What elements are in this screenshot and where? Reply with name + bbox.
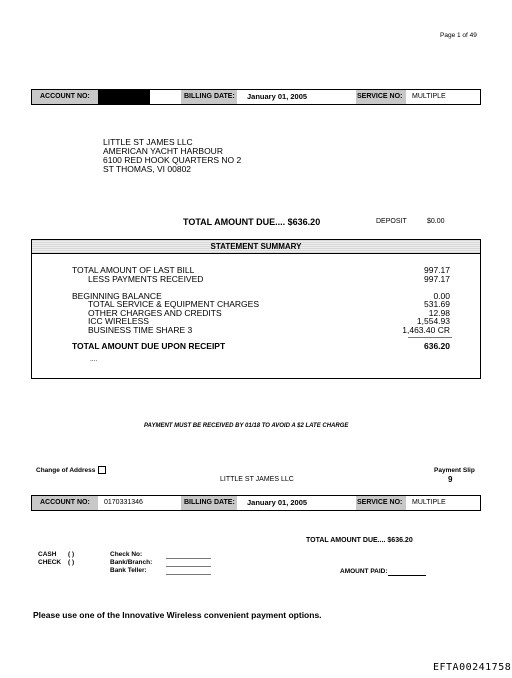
- payment-slip-label: Payment Slip: [434, 467, 475, 474]
- slip-service-value: MULTIPLE: [412, 496, 472, 510]
- service-charges-label: TOTAL SERVICE & EQUIPMENT CHARGES: [88, 299, 259, 309]
- summary-ellipsis: ....: [90, 356, 98, 363]
- statement-summary: [31, 239, 481, 379]
- account-redacted: [98, 90, 150, 104]
- subtotal-rule: [408, 337, 452, 338]
- slip-service-label: SERVICE NO:: [356, 496, 406, 510]
- deposit-value: $0.00: [427, 218, 445, 225]
- slip-customer-name: LITTLE ST JAMES LLC: [220, 476, 294, 483]
- slip-account-number: 0170331346: [104, 496, 174, 510]
- amount-paid-field[interactable]: [388, 575, 426, 576]
- bank-branch-field[interactable]: [166, 566, 211, 567]
- account-label: ACCOUNT NO:: [32, 90, 98, 104]
- top-account-bar: [31, 89, 481, 105]
- address-line: AMERICAN YACHT HARBOUR: [103, 146, 223, 156]
- payments-value: 997.17: [424, 274, 450, 284]
- address-line: 6100 RED HOOK QUARTERS NO 2: [103, 155, 242, 165]
- cash-option[interactable]: ( ): [68, 551, 75, 558]
- check-option[interactable]: ( ): [68, 559, 75, 566]
- document-id: EFTA00241758: [433, 662, 512, 673]
- change-address-label: Change of Address: [36, 467, 96, 474]
- icc-wireless-value: 1,554.93: [416, 316, 450, 326]
- slip-billing-date: January 01, 2005: [247, 496, 357, 510]
- icc-wireless-label: ICC WIRELESS: [88, 316, 149, 326]
- slip-account-label: ACCOUNT NO:: [32, 496, 98, 510]
- address-block: [103, 138, 241, 174]
- last-bill-label: TOTAL AMOUNT OF LAST BILL: [72, 265, 195, 275]
- payments-label: LESS PAYMENTS RECEIVED: [88, 274, 204, 284]
- slip-total-due: TOTAL AMOUNT DUE.... $636.20: [306, 537, 413, 544]
- business-time-share-label: BUSINESS TIME SHARE 3: [88, 325, 193, 335]
- check-details: [110, 551, 152, 575]
- bank-teller-label: Bank Teller:: [110, 567, 147, 574]
- service-label: SERVICE NO:: [356, 90, 406, 104]
- check-no-field[interactable]: [166, 558, 211, 559]
- payment-slip-number: 9: [448, 475, 453, 484]
- change-address-checkbox[interactable]: [98, 466, 106, 474]
- due-upon-receipt-value: 636.20: [424, 341, 450, 351]
- cash-label: CASH: [38, 551, 57, 558]
- page-number: Page 1 of 49: [440, 32, 477, 39]
- summary-title: STATEMENT SUMMARY: [32, 240, 480, 254]
- slip-billing-label: BILLING DATE:: [181, 496, 237, 510]
- amount-paid-label: AMOUNT PAID:: [340, 568, 388, 575]
- other-charges-label: OTHER CHARGES AND CREDITS: [88, 308, 222, 318]
- payment-method-boxes: [68, 551, 74, 567]
- other-charges-value: 12.98: [428, 308, 450, 318]
- service-value: MULTIPLE: [412, 90, 472, 104]
- service-charges-value: 531.69: [424, 299, 450, 309]
- check-no-label: Check No:: [110, 551, 143, 558]
- due-upon-receipt-label: TOTAL AMOUNT DUE UPON RECEIPT: [72, 341, 226, 351]
- business-time-share-value: 1,463.40 CR: [402, 325, 450, 335]
- billing-date: January 01, 2005: [247, 90, 357, 104]
- address-line: ST THOMAS, VI 00802: [103, 164, 192, 174]
- beginning-value: 0.00: [433, 291, 450, 301]
- last-bill-value: 997.17: [424, 265, 450, 275]
- slip-account-bar: [31, 495, 481, 511]
- check-label: CHECK: [38, 559, 62, 566]
- bank-teller-field[interactable]: [166, 574, 211, 575]
- late-charge-notice: PAYMENT MUST BE RECEIVED BY 01/18 TO AVOID A $2 LATE CHARGE: [144, 423, 349, 429]
- beginning-label: BEGINNING BALANCE: [72, 291, 162, 301]
- billing-label: BILLING DATE:: [181, 90, 237, 104]
- total-amount-due: TOTAL AMOUNT DUE.... $636.20: [183, 217, 321, 227]
- payment-options-message: Please use one of the Innovative Wireless convenient payment options.: [33, 610, 322, 620]
- address-line: LITTLE ST JAMES LLC: [103, 137, 193, 147]
- deposit-label: DEPOSIT: [376, 218, 407, 225]
- payment-method: [38, 551, 61, 567]
- bank-branch-label: Bank/Branch:: [110, 559, 153, 566]
